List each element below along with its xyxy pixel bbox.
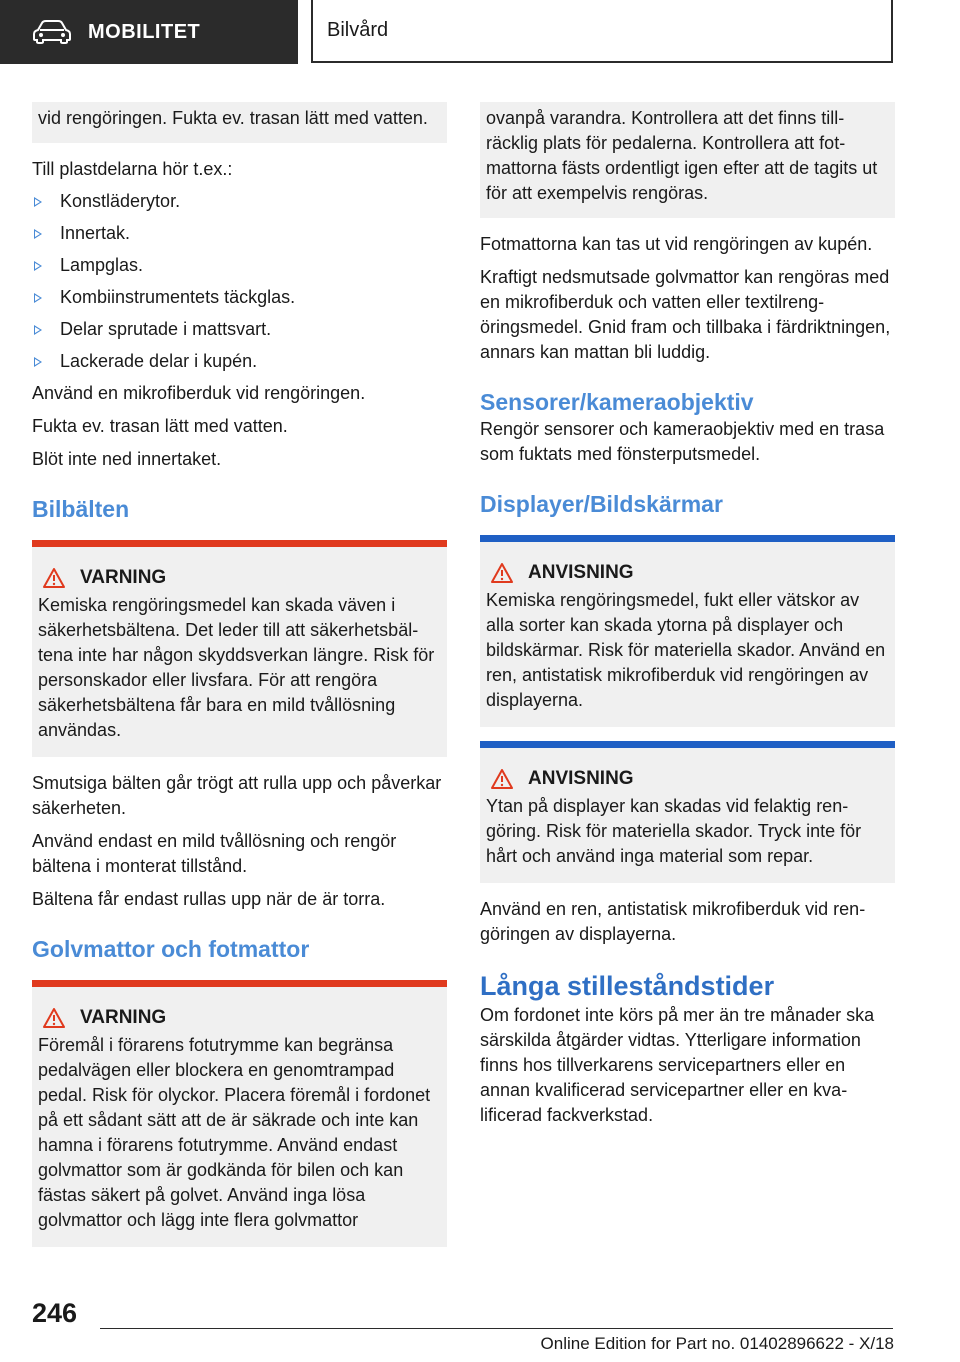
edition-label: Online Edition for Part no. 01402896622 - X/18 xyxy=(540,1334,894,1353)
note-box xyxy=(480,741,895,883)
note-body: Ytan på displayer kan skadas vid felaktig rengöring. Risk för materiella skador. Tryck inte för hårt och använd inga material som repar. xyxy=(486,796,862,866)
note-title: ANVISNING xyxy=(528,562,634,583)
list-item: Lampglas. xyxy=(32,253,447,278)
paragraph: Bältena får endast rullas upp när de är torra. xyxy=(32,889,386,909)
triangle-bullet-icon xyxy=(34,325,42,335)
paragraph: Använd endast en mild tvållösning och rengör bältena i monterat tillstånd. xyxy=(32,831,397,876)
section-label: MOBILITET xyxy=(88,20,201,43)
warning-title: VARNING xyxy=(80,1007,167,1028)
paragraph: Om fordonet inte körs på mer än tre månader ska särskilda åtgärder vidtas. Ytterligare information finns hos tillverkarens servicepartners eller en annan kvalificerad servicepartner eller en kvalificerad fackverkstad. xyxy=(480,1005,875,1125)
section-tab xyxy=(0,0,298,64)
page-number: 246 xyxy=(32,1298,78,1328)
warning-body: Kemiska rengöringsmedel kan skada väven i säkerhetsbältena. Det leder till att säkerhetsbältena inte har någon skyddsverkan längre. Risk för personskador eller livsfara. För att rengöra säkerhetsbältena får bara en mild tvållösning användas. xyxy=(38,595,435,740)
plastics-intro: Till plastdelarna hör t.ex.: xyxy=(32,159,233,179)
warning-triangle-icon xyxy=(490,562,514,584)
paragraph: Fotmattorna kan tas ut vid rengöringen av kupén. xyxy=(480,234,873,254)
continued-box: vid rengöringen. Fukta ev. trasan lätt med vatten. xyxy=(32,102,447,143)
note-box xyxy=(480,535,895,727)
section-heading-sensors: Sensorer/kameraobjektiv xyxy=(480,389,754,415)
paragraph: Blöt inte ned innertaket. xyxy=(32,449,222,469)
plastics-list xyxy=(32,189,447,374)
warning-body: Föremål i förarens fotutrymme kan begränsa pedalvägen eller blockera en genomtrampad pedal. Risk för olyckor. Placera föremål i fordonet på ett sådant sätt att de är säkrade och inte kan hamna i förarens fotutrymme. Använd endast golvmattor som är godkända för bilen och kan fästas säkert på golvet. Använd inga lösa golvmattor och lägg inte flera golvmattor xyxy=(38,1035,431,1230)
paragraph: Använd en mikrofiberduk vid rengöringen. xyxy=(32,383,366,403)
note-body: Kemiska rengöringsmedel, fukt eller vätskor av alla sorter kan skada ytorna på displayer och bildskärmar. Risk för materiella skador. Använd en ren, antistatisk mikrofiberduk vid rengöringen av displayerna. xyxy=(486,590,886,710)
footer-divider xyxy=(100,1328,893,1329)
paragraph: Kraftigt nedsmutsade golvmattor kan rengöras med en mikrofiberduk och vatten eller textilrengöringsmedel. Gnid fram och tillbaka i färdriktningen, annars kan mattan bli luddig. xyxy=(480,267,891,362)
car-icon xyxy=(32,20,72,44)
triangle-bullet-icon xyxy=(34,357,42,367)
list-item: Konstläderytor. xyxy=(32,189,447,214)
paragraph: Rengör sensorer och kameraobjektiv med en trasa som fuktats med fönsterputsmedel. xyxy=(480,419,885,464)
list-item: Lackerade delar i kupén. xyxy=(32,349,447,374)
warning-box xyxy=(32,980,447,1247)
paragraph: Använd en ren, antistatisk mikrofiberduk vid rengöringen av displayerna. xyxy=(480,899,866,944)
note-title: ANVISNING xyxy=(528,768,634,789)
triangle-bullet-icon xyxy=(34,261,42,271)
right-column xyxy=(480,102,895,1128)
warning-title: VARNING xyxy=(80,567,167,588)
list-item: Kombiinstrumentets täckglas. xyxy=(32,285,447,310)
triangle-bullet-icon xyxy=(34,197,42,207)
list-item: Innertak. xyxy=(32,221,447,246)
warning-box xyxy=(32,540,447,757)
warning-triangle-icon xyxy=(490,768,514,790)
section-heading-displays: Displayer/Bildskärmar xyxy=(480,491,723,517)
chapter-heading-storage: Långa stilleståndstider xyxy=(480,971,775,1001)
list-item: Delar sprutade i mattsvart. xyxy=(32,317,447,342)
subsection-header xyxy=(311,0,893,63)
paragraph: Smutsiga bälten går trögt att rulla upp och påverkar säkerheten. xyxy=(32,773,442,818)
section-heading-belts: Bilbälten xyxy=(32,496,130,522)
triangle-bullet-icon xyxy=(34,229,42,239)
warning-triangle-icon xyxy=(42,1007,66,1029)
triangle-bullet-icon xyxy=(34,293,42,303)
warning-triangle-icon xyxy=(42,567,66,589)
paragraph: Fukta ev. trasan lätt med vatten. xyxy=(32,416,288,436)
section-heading-mats: Golvmattor och fotmattor xyxy=(32,936,310,962)
left-column xyxy=(32,102,447,1247)
continued-box: ovanpå varandra. Kontrollera att det finns tillräcklig plats för pedalerna. Kontrollera att fotmattorna fästs ordentligt igen efter att de tagits ut för att exempelvis rengöras. xyxy=(480,102,895,218)
subsection-label: Bilvård xyxy=(327,19,389,41)
